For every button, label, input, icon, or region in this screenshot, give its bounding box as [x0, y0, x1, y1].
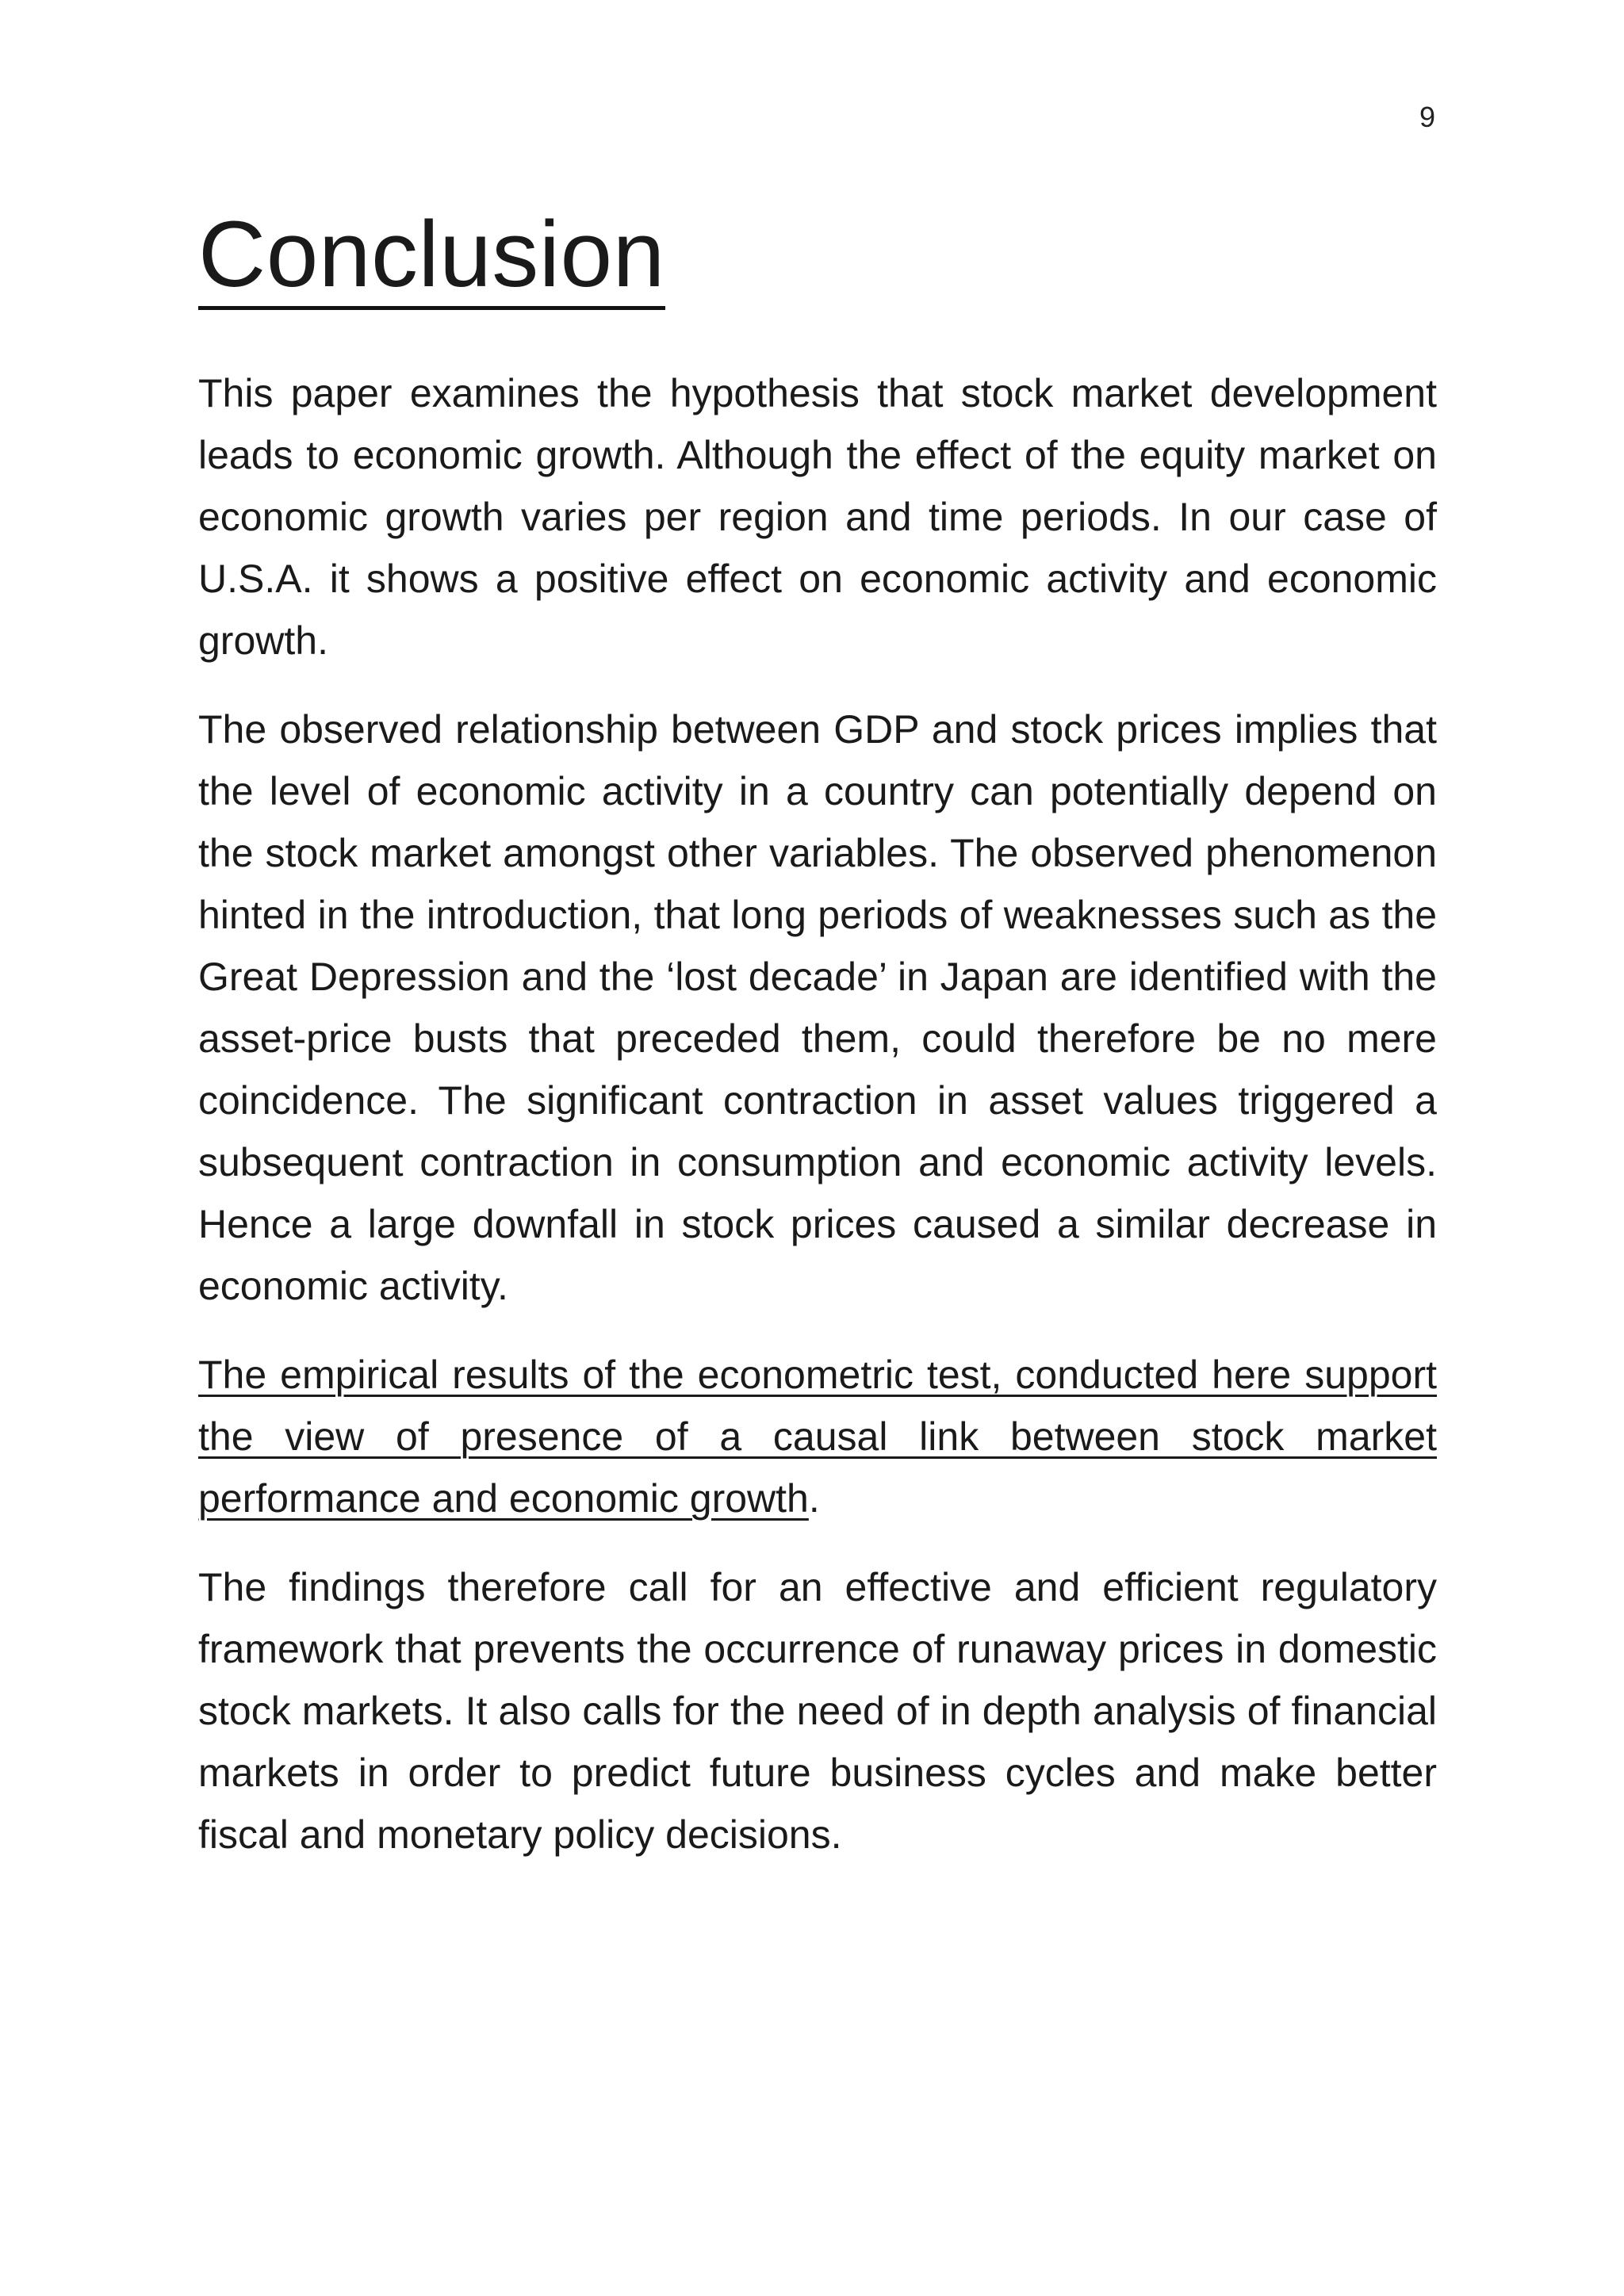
- paragraph-gdp-relationship: The observed relationship between GDP and stock prices implies that the level of economic activity in a country can potentially depend on the stock market amongst other variables. The observed phenomenon hinted in the introduction, that long periods of weaknesses such as the Great Depression and the ‘lost decade’ in Japan are identified with the asset-price busts that preceded them, could therefore be no mere coincidence. The significant contraction in asset values triggered a subsequent contraction in consumption and economic activity levels. Hence a large downfall in stock prices caused a similar decrease in economic activity.: [198, 707, 1437, 1308]
- paragraph-end-period: .: [808, 1476, 820, 1521]
- paragraph-policy-implications: The findings therefore call for an effective and efficient regulatory framework that prevents the occurrence of runaway prices in domestic stock markets. It also calls for the need of in depth analysis of financial markets in order to predict future business cycles and make better fiscal and monetary policy decisions.: [198, 1565, 1437, 1857]
- underlined-key-finding: The empirical results of the econometric test, conducted here support the view of presence of a causal link between stock market performance and economic growth: [198, 1353, 1437, 1521]
- page-number: 9: [1419, 101, 1435, 133]
- section-title: Conclusion: [198, 205, 665, 310]
- paragraph-hypothesis: This paper examines the hypothesis that stock market development leads to economic growth. Although the effect of the equity market on economic growth varies per region and time periods. In our case of U.S.A. it shows a positive effect on economic activity and economic growth.: [198, 371, 1437, 663]
- conclusion-section: [198, 202, 1437, 1866]
- paragraph-empirical-results: [198, 1344, 1437, 1529]
